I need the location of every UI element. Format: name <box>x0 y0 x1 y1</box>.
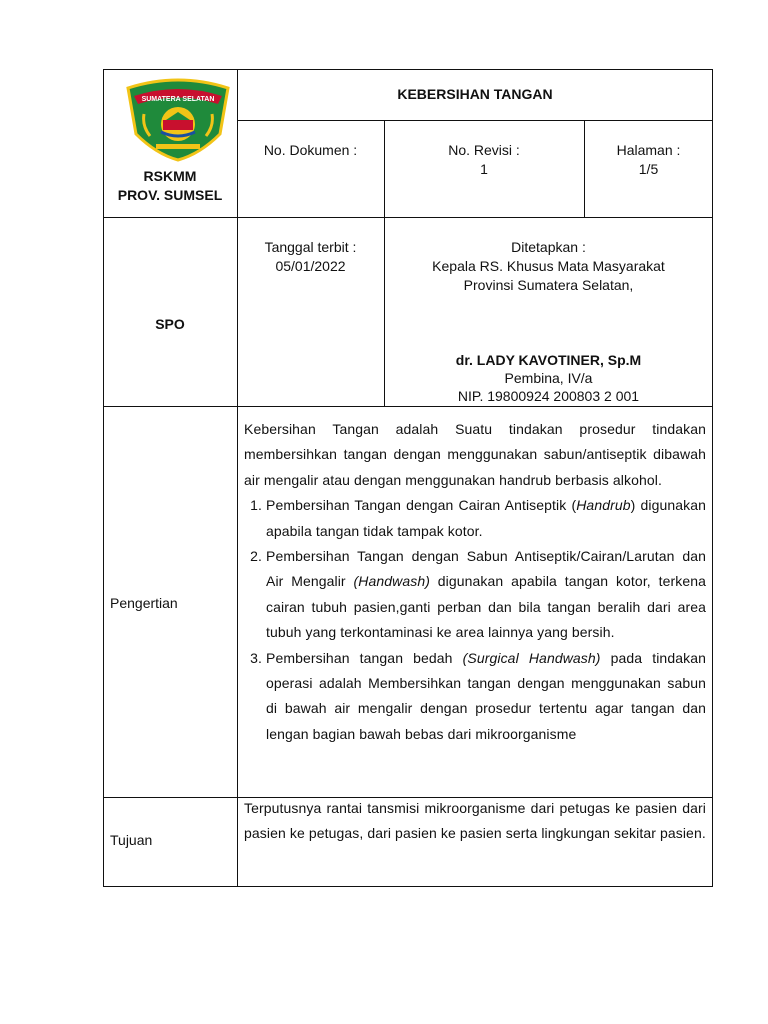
pengertian-intro: Kebersihan Tangan adalah Suatu tindakan prosedur tindakan membersihkan tangan dengan menggunakan sabun/antiseptik dibawah air mengalir atau dengan menggunakan handrub berbasis alkohol. <box>244 421 706 488</box>
divider-title-bottom <box>237 120 713 121</box>
pengertian-list <box>244 493 706 747</box>
sumatera-selatan-logo <box>120 74 236 162</box>
revision-label: No. Revisi : <box>448 142 520 158</box>
item-term: (Surgical Handwash) <box>462 649 601 666</box>
issue-date-label: Tanggal terbit : <box>264 239 357 255</box>
page-value: 1/5 <box>638 161 659 177</box>
pengertian-item-3 <box>266 646 706 748</box>
page-label: Halaman : <box>616 142 681 158</box>
document-title: KEBERSIHAN TANGAN <box>397 86 553 102</box>
org-name-line1: RSKMM <box>143 168 197 184</box>
divider-left-column <box>237 69 238 887</box>
doc-number-label: No. Dokumen : <box>263 142 358 158</box>
approver-position-line1: Kepala RS. Khusus Mata Masyarakat <box>432 258 665 274</box>
approver-rank: Pembina, IV/a <box>504 370 593 386</box>
item-term: Handrub <box>576 497 631 514</box>
divider-header-bottom <box>103 217 713 218</box>
spo-label: SPO <box>155 316 185 332</box>
pengertian-content <box>244 417 706 747</box>
divider-spo-bottom <box>103 406 713 407</box>
approver-name: dr. LADY KAVOTINER, Sp.M <box>455 352 642 368</box>
approver-nip: NIP. 19800924 200803 2 001 <box>457 388 640 404</box>
item-text: digunakan apabila tangan kotor, terkena cairan tubuh pasien,ganti perban dan bila tangan beralih dari area tubuh yang terkontaminasi ke area lainnya yang bersih. <box>266 573 706 641</box>
pengertian-label: Pengertian <box>110 595 178 611</box>
org-name-line2: PROV. SUMSEL <box>117 187 223 203</box>
item-term: (Handwash) <box>353 573 430 590</box>
approver-position-line2: Provinsi Sumatera Selatan, <box>463 277 634 293</box>
issue-date-value: 05/01/2022 <box>275 258 346 274</box>
item-text: Pembersihan Tangan dengan Sabun Antiseptik/Cairan/Larutan dan Air Mengalir <box>266 548 706 590</box>
item-text: ) digunakan apabila tangan tidak tampak kotor. <box>266 497 706 539</box>
revision-value: 1 <box>480 161 488 177</box>
pengertian-item-2 <box>266 544 706 646</box>
pengertian-item-1 <box>266 493 706 544</box>
item-text: pada tindakan operasi adalah Membersihkan tangan dengan menggunakan sabun di bawah air mengalir dengan prosedur tertentu agar tangan dan lengan bagian bawah bebas dari mikroorganisme <box>266 649 706 742</box>
logo-text: SUMATERA SELATAN <box>141 96 215 103</box>
tujuan-text: Terputusnya rantai tansmisi mikroorganisme dari petugas ke pasien dari pasien ke petugas, dari pasien ke pasien serta lingkungan sekitar pasien. <box>244 800 706 842</box>
item-text: Pembersihan Tangan dengan Cairan Antiseptik ( <box>266 497 577 514</box>
approved-label: Ditetapkan : <box>511 239 586 255</box>
item-text: Pembersihan tangan bedah <box>266 649 463 666</box>
tujuan-label: Tujuan <box>110 832 153 848</box>
